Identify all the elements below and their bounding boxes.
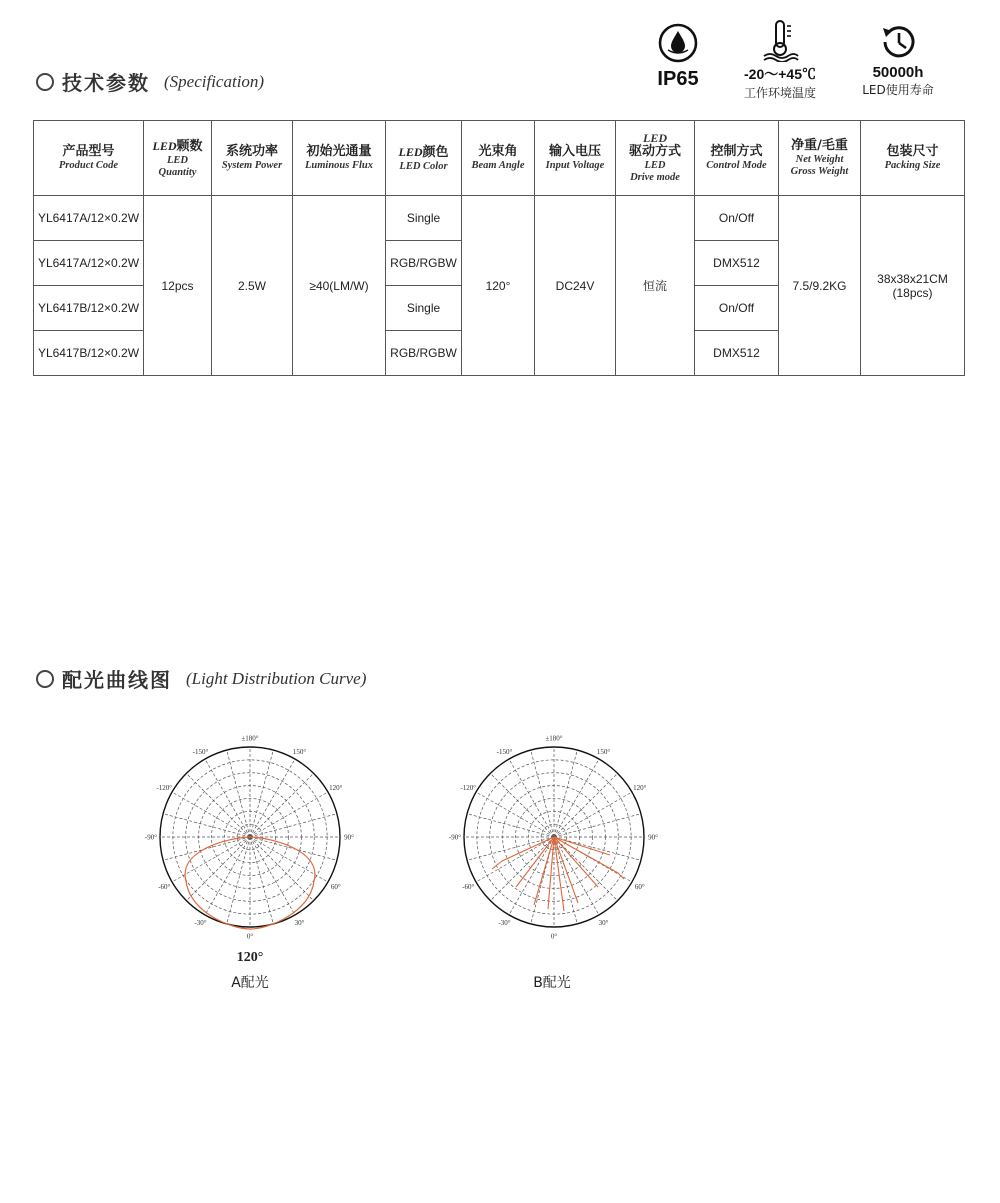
polar-spoke: [205, 759, 250, 837]
polar-spoke: [250, 837, 328, 882]
cell-led-color: RGB/RGBW: [386, 241, 462, 286]
header-led-quantity: LED颗数 LED Quantity: [144, 121, 212, 196]
polar-angle-label: 60°: [634, 883, 645, 891]
cell-beam-angle: 120°: [462, 196, 535, 376]
polar-spoke: [467, 814, 554, 837]
lifetime-value: 50000h: [872, 64, 924, 81]
header-input-voltage: 输入电压 Input Voltage: [535, 121, 616, 196]
curve-title-en: (Light Distribution Curve): [186, 668, 367, 688]
curve-section-title: [36, 664, 366, 693]
cell-led-color: RGB/RGBW: [386, 331, 462, 376]
polar-chart-b: [442, 733, 666, 947]
polar-angle-label: ±180°: [241, 734, 259, 743]
cell-input-voltage: DC24V: [535, 196, 616, 376]
ip65-label: IP65: [657, 68, 699, 90]
polar-spoke: [163, 837, 250, 860]
water-drop-icon: [657, 22, 699, 64]
polar-spoke: [554, 792, 632, 837]
polar-angle-label: 60°: [330, 883, 341, 891]
cell-weight: 7.5/9.2KG: [779, 196, 861, 376]
polar-spoke: [250, 792, 328, 837]
spec-table: [33, 120, 965, 376]
temperature-label: 工作环境温度: [743, 86, 816, 100]
polar-angle-label: -150°: [192, 747, 209, 756]
polar-angle-label: 120°: [329, 784, 343, 792]
clock-history-icon: [877, 22, 919, 62]
packing-size-dimensions: 38x38x21CM: [877, 271, 948, 286]
lifetime-label: LED使用寿命: [862, 83, 934, 97]
polar-spoke: [250, 759, 295, 837]
cell-drive-mode: 恒流: [616, 196, 695, 376]
header-led-color: LED颜色 LED Color: [386, 121, 462, 196]
polar-spoke: [227, 837, 250, 924]
polar-angle-label: 30°: [598, 919, 609, 928]
cell-led-color: Single: [386, 196, 462, 241]
polar-spoke: [186, 773, 250, 837]
header-beam-angle: 光束角 Beam Angle: [462, 121, 535, 196]
polar-spoke: [250, 837, 295, 915]
polar-spoke: [509, 837, 554, 915]
polar-angle-label: -150°: [496, 747, 513, 756]
thermometer-icon: [760, 18, 800, 62]
polar-spoke: [476, 792, 554, 837]
polar-spoke: [554, 773, 618, 837]
polar-angle-label: 150°: [596, 747, 611, 756]
polar-angle-label: 90°: [648, 833, 658, 842]
polar-spoke: [554, 814, 641, 837]
temperature-value: -20～+45℃: [744, 66, 816, 82]
cell-control-mode: On/Off: [695, 196, 779, 241]
polar-spoke: [554, 837, 641, 860]
polar-spoke: [163, 814, 250, 837]
cell-system-power: 2.5W: [212, 196, 293, 376]
table-header-row: [34, 121, 965, 196]
cell-product-code: YL6417A/12×0.2W: [34, 196, 144, 241]
header-system-power: 系统功率 System Power: [212, 121, 293, 196]
polar-angle-label: 0°: [246, 932, 254, 941]
cell-led-quantity: 12pcs: [144, 196, 212, 376]
polar-spoke: [250, 773, 314, 837]
cell-packing-size: [861, 196, 965, 376]
polar-angle-label: -120°: [460, 784, 477, 792]
polar-spoke: [250, 750, 273, 837]
header-product-code: 产品型号 Product Code: [34, 121, 144, 196]
curve-b-caption: B配光: [533, 975, 571, 991]
spec-title-en: (Specification): [164, 71, 265, 91]
polar-angle-label: 90°: [344, 833, 354, 842]
polar-spoke: [186, 837, 250, 901]
header-luminous-flux: 初始光通量 Luminous Flux: [293, 121, 386, 196]
curve-title-cn: 配光曲线图: [62, 668, 172, 692]
polar-angle-label: 150°: [292, 747, 307, 756]
polar-spoke: [172, 837, 250, 882]
polar-angle-label: 0°: [550, 932, 558, 941]
cell-luminous-flux: ≥40(LM/W): [293, 196, 386, 376]
spec-title-cn: 技术参数: [62, 71, 150, 95]
header-drive-mode: LED 驱动方式 LED Drive mode: [616, 121, 695, 196]
polar-spoke: [227, 750, 250, 837]
polar-angle-label: -30°: [194, 919, 207, 928]
cell-product-code: YL6417B/12×0.2W: [34, 286, 144, 331]
polar-angle-label: -90°: [448, 833, 462, 842]
lifetime-badge: [850, 22, 946, 98]
cell-product-code: YL6417B/12×0.2W: [34, 331, 144, 376]
ip65-badge: [648, 22, 708, 91]
polar-spoke: [509, 759, 554, 837]
polar-angle-label: -30°: [498, 919, 511, 928]
polar-spoke: [250, 837, 314, 901]
temperature-badge: [730, 18, 830, 101]
header-control-mode: 控制方式 Control Mode: [695, 121, 779, 196]
header-packing-size: 包装尺寸 Packing Size: [861, 121, 965, 196]
polar-angle-label: -120°: [156, 784, 173, 792]
polar-angle-label: -90°: [144, 833, 158, 842]
cell-control-mode: DMX512: [695, 241, 779, 286]
cell-led-color: Single: [386, 286, 462, 331]
polar-spoke: [205, 837, 250, 915]
polar-spoke: [554, 759, 599, 837]
circle-bullet-icon: [36, 73, 54, 91]
cell-control-mode: On/Off: [695, 286, 779, 331]
circle-bullet-icon: [36, 670, 54, 688]
cell-control-mode: DMX512: [695, 331, 779, 376]
polar-angle-label: 30°: [294, 919, 305, 928]
header-weight: 净重/毛重 Net Weight Gross Weight: [779, 121, 861, 196]
packing-size-count: (18pcs): [892, 285, 933, 300]
polar-spoke: [554, 750, 577, 837]
polar-spoke: [250, 814, 337, 837]
polar-angle-label: -60°: [462, 883, 475, 891]
curve-a-angle: 120°: [236, 950, 264, 965]
polar-spoke: [490, 773, 554, 837]
polar-angle-label: -60°: [158, 883, 171, 891]
polar-spoke: [531, 750, 554, 837]
polar-spoke: [250, 837, 337, 860]
polar-spoke: [250, 837, 273, 924]
polar-spoke: [554, 837, 618, 901]
cell-product-code: YL6417A/12×0.2W: [34, 241, 144, 286]
polar-angle-label: 120°: [633, 784, 647, 792]
polar-chart-a: [138, 733, 362, 947]
polar-spoke: [554, 837, 599, 915]
spec-section-title: [36, 67, 264, 96]
curve-a-caption: A配光: [231, 975, 269, 991]
table-row: [34, 196, 965, 241]
polar-angle-label: ±180°: [545, 734, 563, 743]
polar-spoke: [172, 792, 250, 837]
